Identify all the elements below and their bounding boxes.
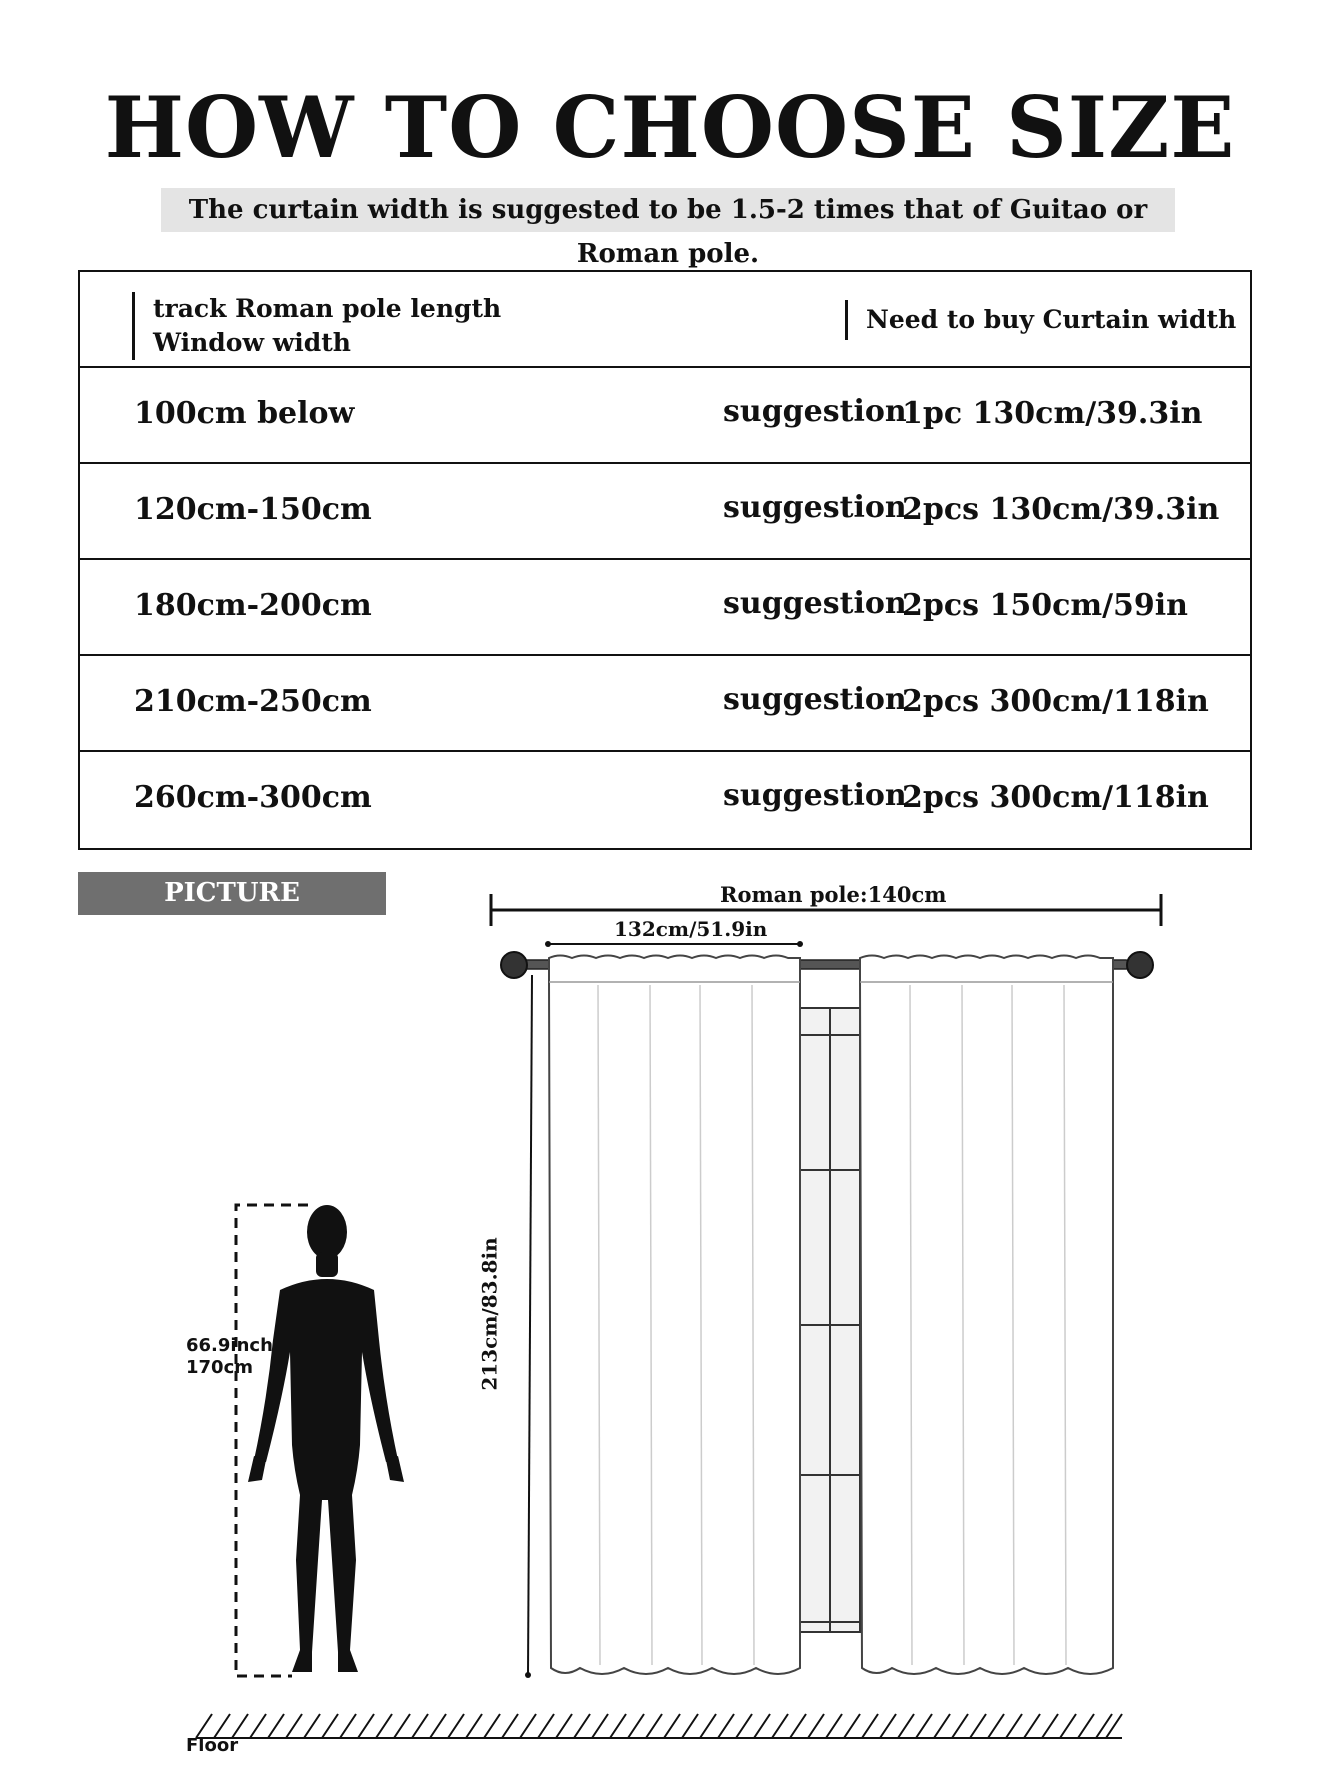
- pole-length-label: Roman pole:140cm: [720, 882, 947, 907]
- row-range: 100cm below: [134, 396, 355, 431]
- row-suggestion-value: 2pcs 300cm/118in: [902, 684, 1209, 719]
- row-suggestion-label: suggestion: [723, 490, 907, 525]
- page-title: HOW TO CHOOSE SIZE: [104, 78, 1236, 177]
- person-silhouette-icon: [248, 1205, 404, 1672]
- row-suggestion-value: 2pcs 130cm/39.3in: [902, 492, 1220, 527]
- panel-width-label: 132cm/51.9in: [614, 917, 768, 941]
- row-suggestion-value: 1pc 130cm/39.3in: [902, 396, 1203, 431]
- curtain-panel-right: [860, 956, 1113, 1675]
- rod-finial-right-icon: [1127, 952, 1153, 978]
- header-curtain-width: Need to buy Curtain width: [845, 300, 1236, 340]
- row-suggestion-value: 2pcs 150cm/59in: [902, 588, 1188, 623]
- person-height-inch: 66.9inch: [186, 1335, 273, 1356]
- picture-section-tag: PICTURE SELECRION: [78, 872, 386, 915]
- row-suggestion-label: suggestion: [723, 586, 907, 621]
- floor-hatch: [196, 1714, 1122, 1738]
- row-range: 120cm-150cm: [134, 492, 372, 527]
- person-height-cm: 170cm: [186, 1357, 253, 1378]
- row-range: 180cm-200cm: [134, 588, 372, 623]
- panel-width-dimension: [545, 941, 803, 947]
- floor-label: Floor: [186, 1735, 239, 1756]
- header-left-line1: track Roman pole length: [153, 294, 502, 323]
- rod-finial-left-icon: [501, 952, 527, 978]
- row-range: 210cm-250cm: [134, 684, 372, 719]
- row-suggestion-label: suggestion: [723, 682, 907, 717]
- row-suggestion-label: suggestion: [723, 778, 907, 813]
- person-height-label: [186, 1335, 273, 1379]
- row-suggestion-label: suggestion: [723, 394, 907, 429]
- curtain-height-dimension: [525, 975, 532, 1678]
- subtitle-banner: The curtain width is suggested to be 1.5-2 times that of Guitao or Roman pole.: [161, 188, 1175, 232]
- window-frame: [800, 1008, 860, 1632]
- curtain-height-label: 213cm/83.8in: [477, 1237, 502, 1391]
- row-range: 260cm-300cm: [134, 780, 372, 815]
- row-suggestion-value: 2pcs 300cm/118in: [902, 780, 1209, 815]
- curtain-panel-left: [549, 956, 800, 1675]
- header-left-line2: Window width: [153, 328, 351, 357]
